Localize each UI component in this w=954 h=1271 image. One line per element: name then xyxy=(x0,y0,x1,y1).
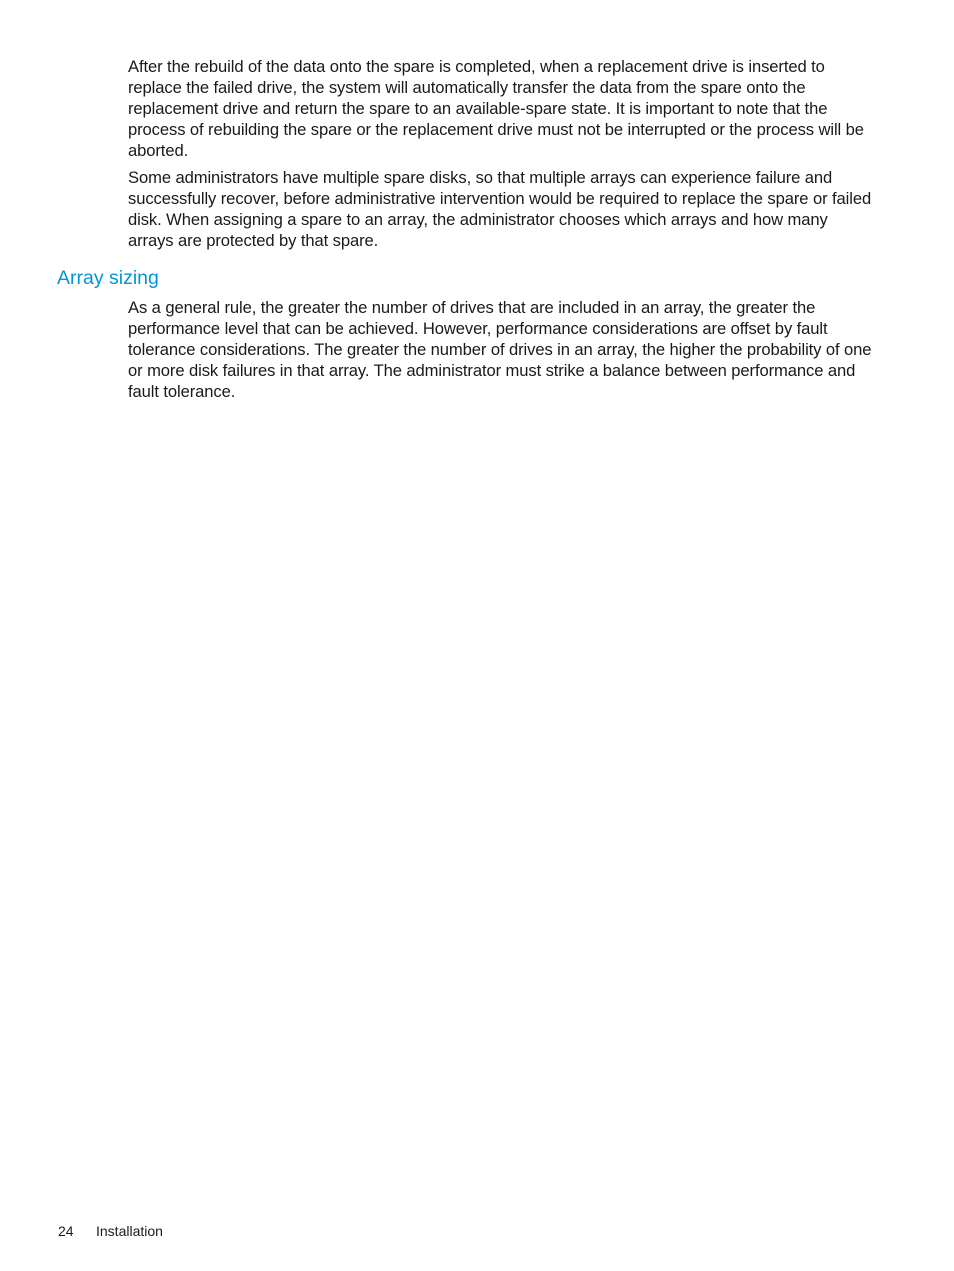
paragraph-array-sizing: As a general rule, the greater the number of drives that are included in an array, the greater the performance level that can be achieved. However, performance considerations are offset by fault tolerance considerations. The greater the number of drives in an array, the higher the probability of one or more disk failures in that array. The administrator must strike a balance between performance and fault tolerance. xyxy=(128,298,872,401)
paragraph-multiple-spares: Some administrators have multiple spare disks, so that multiple arrays can experience failure and successfully recover, before administrative intervention would be required to replace the spare or failed disk. When assigning a spare to an array, the administrator chooses which arrays and how many arrays are protected by that spare. xyxy=(128,168,872,250)
page-number: 24 xyxy=(58,1223,74,1239)
footer-section-name: Installation xyxy=(96,1223,163,1239)
paragraph-spare-rebuild: After the rebuild of the data onto the spare is completed, when a replacement drive is inserted to replace the failed drive, the system will automatically transfer the data from the spare onto the replacement drive and return the spare to an available-spare state. It is important to note that the process of rebuilding the spare or the replacement drive must not be interrupted or the process will be aborted. xyxy=(128,57,864,160)
section-heading-array-sizing: Array sizing xyxy=(57,267,159,289)
page-footer xyxy=(58,1222,163,1240)
